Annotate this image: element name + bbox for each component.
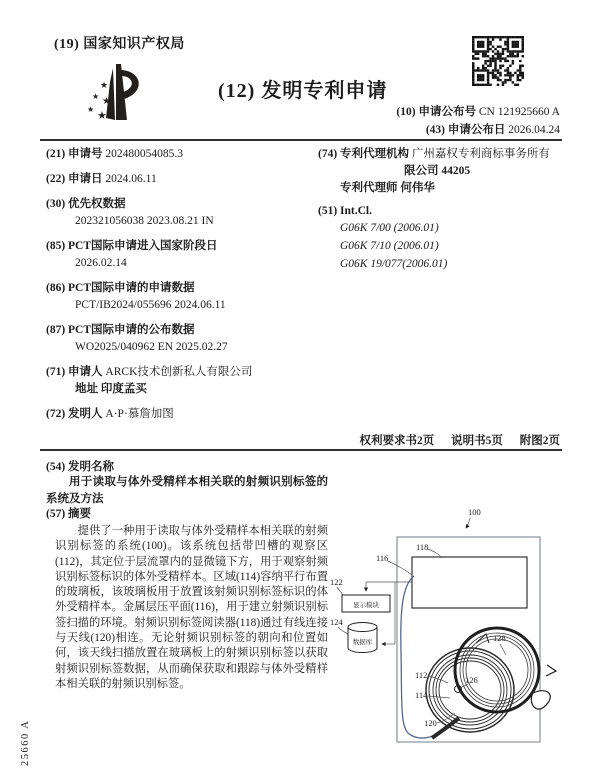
- field-pct-application-data: [46, 280, 314, 314]
- field-agency: [318, 146, 566, 180]
- field-label: (21) 申请号: [46, 148, 103, 160]
- field-intcl: [318, 203, 566, 273]
- field-applicant: [46, 364, 314, 398]
- figure-ref-114: 114: [415, 690, 428, 700]
- publication-number-line: [396, 103, 560, 119]
- ipc-class: G06K 19/077(2006.01): [340, 258, 448, 270]
- svg-text:★: ★: [100, 80, 109, 90]
- ipc-class: G06K 7/10 (2006.01): [340, 240, 439, 252]
- invention-title: 用于读取与体外受精样本相关联的射频识别标签的系统及方法: [46, 476, 328, 505]
- abstract-text: 提供了一种用于读取与体外受精样本相关联的射频识别标签的系统(100)。该系统包括带凹槽的观察区(112)，其定位于层流罩内的显微镜下方，用于观察射频识别标签标识的体外受精样本。区域(114)容纳平行布置的玻璃板，该玻璃板用于放置该射频识别标签标识的体外受精样本。金属层压平面(116)，用于建立射频识别标签扫描的环境。射频识别标签阅读器(118)通过有线连接与天线(120)相连。无论射频识别标签的朝向和位置如何，该天线扫描放置在玻璃板上的射频识别标签以获取射频识别标签数据，从而确保获取和跟踪与体外受精样本相关联的射频识别标签。: [55, 525, 328, 690]
- field-pct-publication-data: [46, 322, 314, 356]
- field-label: (71) 申请人: [46, 366, 103, 378]
- abstract-label: (57) 摘要: [46, 508, 92, 520]
- field-label: (86) PCT国际申请的申请数据: [46, 282, 195, 294]
- field-subvalue: 2026.02.14: [75, 257, 127, 269]
- field-value: 202480054085.3: [105, 148, 184, 160]
- field-value: 2024.06.11: [105, 173, 157, 185]
- section-divider: [40, 449, 562, 451]
- svg-text:★: ★: [102, 96, 111, 107]
- figure-ref-124: 124: [330, 617, 343, 627]
- field-label: (22) 申请日: [46, 173, 103, 185]
- field-application-date: [46, 171, 314, 188]
- field-priority-data: [46, 196, 314, 230]
- field-subvalue: 202321056038 2023.08.21 IN: [75, 215, 214, 227]
- field-application-number: [46, 146, 314, 163]
- figure-ref-118: 118: [416, 542, 429, 552]
- field-label: (30) 优先权数据: [46, 198, 126, 210]
- field-label: (51) Int.Cl.: [318, 205, 372, 217]
- figure-ref-128: 128: [493, 633, 506, 643]
- svg-text:★: ★: [97, 110, 107, 122]
- field-value: A·P·慕詹加图: [105, 408, 174, 420]
- publication-date-value: 2026.04.24: [508, 124, 560, 136]
- field-label: (85) PCT国际申请进入国家阶段日: [46, 240, 218, 252]
- margin-publication-number: 25660 A: [20, 719, 31, 766]
- field-inventor: [46, 406, 314, 423]
- claims-pages: 权利要求书2页: [359, 435, 435, 447]
- figure-ref-126: 126: [465, 675, 478, 685]
- agency-name-line1: 广州嘉权专利商标事务所有: [411, 148, 550, 160]
- field-label: (74) 专利代理机构: [318, 148, 410, 160]
- field-subvalue: PCT/IB2024/055696 2024.06.11: [75, 299, 226, 311]
- figure-ref-120: 120: [424, 718, 437, 728]
- figure-ref-116: 116: [376, 553, 389, 563]
- ipc-class-list: [318, 220, 566, 273]
- qr-code: [472, 36, 524, 86]
- field-label: (87) PCT国际申请的公布数据: [46, 324, 195, 336]
- bibliographic-right-column: [318, 146, 566, 274]
- header-divider: [40, 139, 562, 141]
- svg-text:★: ★: [92, 92, 100, 101]
- field-agent: 专利代理师 何伟华: [340, 182, 435, 194]
- figure-database-text: 数据库: [352, 639, 373, 646]
- invention-title-label: (54) 发明名称: [46, 461, 115, 473]
- publication-number-label: (10) 申请公布号: [396, 106, 476, 118]
- cnipa-logo-icon: [80, 62, 150, 126]
- description-pages: 说明书5页: [451, 435, 503, 447]
- publication-date-label: (43) 申请公布日: [425, 124, 506, 136]
- field-label: (72) 发明人: [46, 408, 103, 420]
- figure-ref-100: 100: [468, 507, 481, 517]
- publication-date-line: [426, 121, 560, 137]
- issuing-office: (19) 国家知识产权局: [54, 37, 185, 52]
- publication-number-value: CN 121925660 A: [478, 106, 560, 118]
- bibliographic-left-column: [46, 146, 314, 431]
- field-value: ARCK技术创新私人有限公司: [105, 366, 253, 378]
- ipc-class: G06K 7/00 (2006.01): [340, 222, 439, 234]
- field-pct-national-entry: [46, 238, 314, 272]
- drawings-pages: 附图2页: [519, 435, 560, 447]
- figure-ref-112: 112: [415, 670, 428, 680]
- agency-name-line2: 限公司 44205: [404, 165, 471, 177]
- field-subvalue: 地址 印度孟买: [75, 383, 147, 395]
- svg-text:★: ★: [87, 105, 95, 114]
- pages-info-line: [346, 432, 561, 448]
- figure-display-module-text: 显示模块: [353, 602, 379, 609]
- field-subvalue: WO2025/040962 EN 2025.02.27: [75, 341, 228, 353]
- patent-figure: [328, 497, 602, 769]
- document-type-title: (12) 发明专利申请: [218, 80, 388, 102]
- figure-ref-122: 122: [330, 577, 343, 587]
- figure-reader-box: [412, 557, 527, 608]
